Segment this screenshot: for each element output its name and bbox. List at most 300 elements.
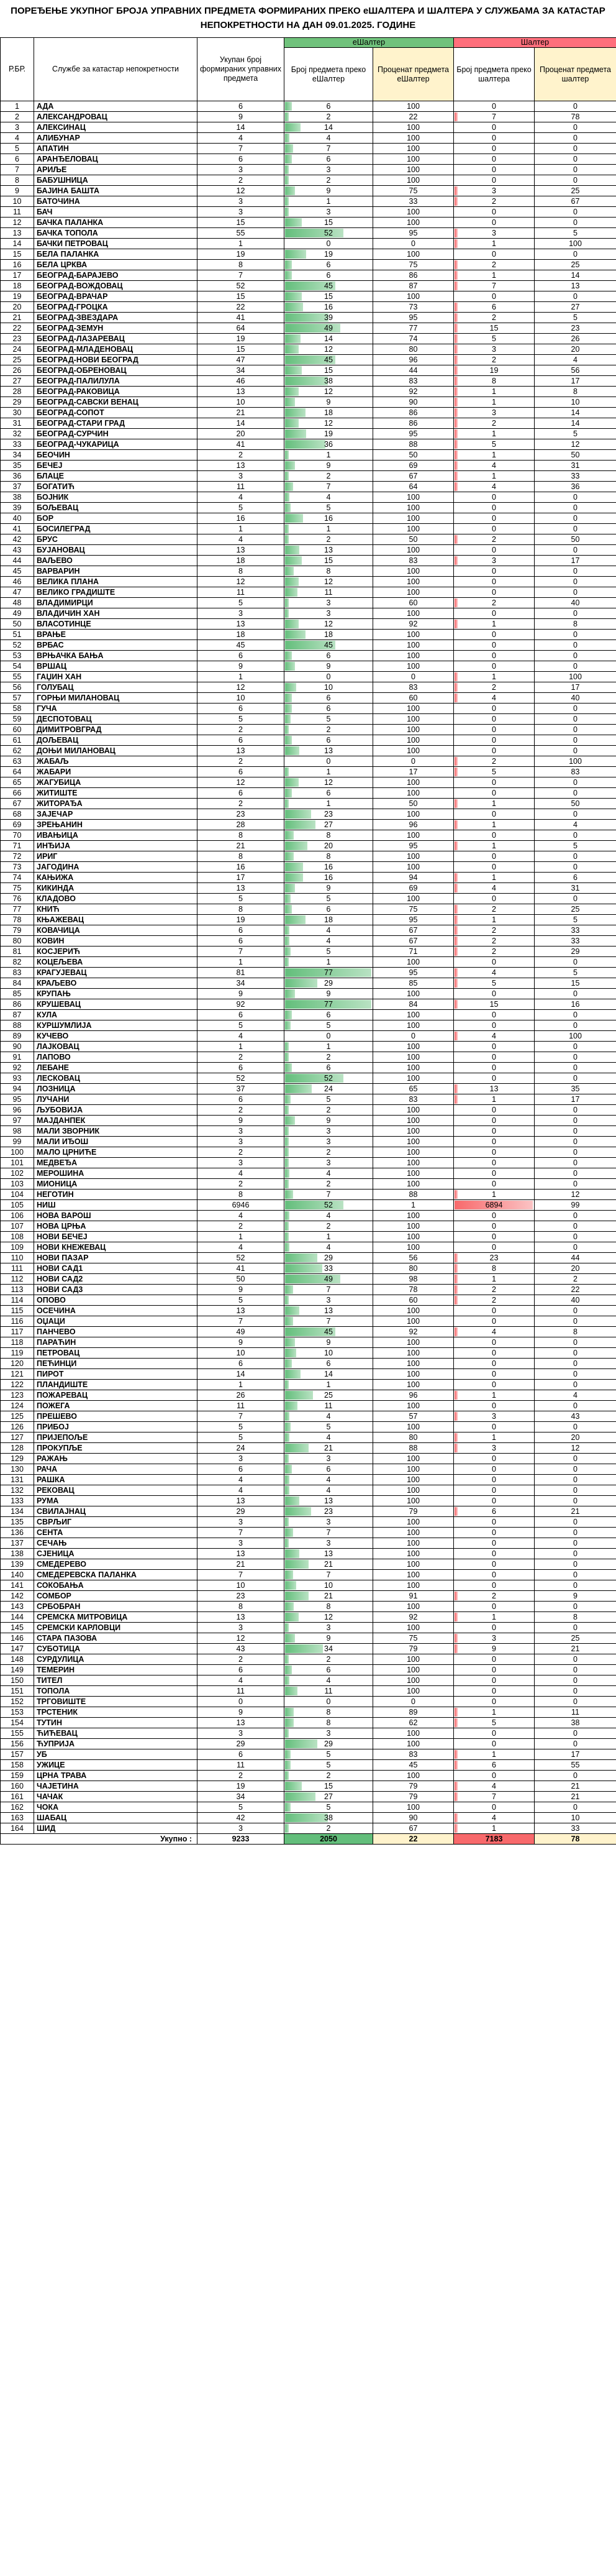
eshalter-percent: 0 <box>373 1697 454 1707</box>
eshalter-percent: 79 <box>373 1506 454 1517</box>
service-name: СМЕДЕРЕВО <box>34 1559 197 1570</box>
total-count: 2 <box>197 1221 284 1232</box>
eshalter-data-bar <box>285 715 291 723</box>
row-number: 54 <box>1 661 34 672</box>
eshalter-data-bar <box>285 525 289 533</box>
row-number: 117 <box>1 1327 34 1337</box>
eshalter-count <box>284 1316 373 1327</box>
shalter-count-value: 0 <box>492 588 496 597</box>
shalter-percent: 0 <box>535 249 616 260</box>
total-count: 12 <box>197 577 284 587</box>
eshalter-count-value: 5 <box>326 1095 331 1104</box>
shalter-count-value: 0 <box>492 493 496 502</box>
table-row <box>1 387 616 397</box>
eshalter-data-bar <box>285 123 301 132</box>
eshalter-count-value: 3 <box>326 1127 331 1135</box>
eshalter-count <box>284 513 373 524</box>
table-row <box>1 545 616 556</box>
eshalter-count-value: 15 <box>324 556 333 565</box>
shalter-data-bar <box>455 620 458 628</box>
shalter-count-value: 0 <box>492 1232 496 1241</box>
eshalter-count <box>284 1211 373 1221</box>
shalter-data-bar <box>455 186 458 195</box>
eshalter-percent: 75 <box>373 186 454 196</box>
eshalter-percent: 100 <box>373 1538 454 1549</box>
eshalter-percent: 100 <box>373 989 454 999</box>
shalter-percent: 5 <box>535 429 616 439</box>
table-row <box>1 1749 616 1760</box>
shalter-count <box>454 218 535 228</box>
table-row <box>1 429 616 439</box>
eshalter-percent: 100 <box>373 492 454 503</box>
service-name: АРИЉЕ <box>34 165 197 175</box>
shalter-percent: 50 <box>535 534 616 545</box>
row-number: 92 <box>1 1063 34 1073</box>
service-name: БЕОГРАД-БАРАЈЕВО <box>34 270 197 281</box>
eshalter-percent: 60 <box>373 598 454 608</box>
shalter-data-bar <box>455 947 458 956</box>
total-count: 3 <box>197 1728 284 1739</box>
eshalter-data-bar <box>285 461 295 470</box>
eshalter-percent: 100 <box>373 545 454 556</box>
eshalter-data-bar <box>285 852 294 861</box>
eshalter-count-value: 1 <box>326 1232 331 1241</box>
shalter-percent: 25 <box>535 186 616 196</box>
eshalter-percent: 0 <box>373 239 454 249</box>
shalter-count <box>454 725 535 735</box>
eshalter-count <box>284 1496 373 1506</box>
table-row <box>1 513 616 524</box>
table-row <box>1 925 616 936</box>
shalter-data-bar <box>455 757 458 766</box>
shalter-data-bar <box>455 672 458 681</box>
shalter-count-value: 0 <box>492 1676 496 1685</box>
table-row <box>1 820 616 830</box>
table-row <box>1 239 616 249</box>
row-number: 56 <box>1 682 34 693</box>
shalter-count-value: 2 <box>492 197 496 206</box>
table-row <box>1 1020 616 1031</box>
total-count: 21 <box>197 1559 284 1570</box>
shalter-count-value: 0 <box>492 778 496 787</box>
shalter-percent: 50 <box>535 450 616 461</box>
eshalter-data-bar <box>285 334 301 343</box>
eshalter-percent: 100 <box>373 1602 454 1612</box>
service-name: ИВАЊИЦА <box>34 830 197 841</box>
total-count: 2 <box>197 725 284 735</box>
eshalter-data-bar <box>285 1370 301 1378</box>
total-count: 6 <box>197 1359 284 1369</box>
row-number: 132 <box>1 1485 34 1496</box>
eshalter-percent: 100 <box>373 513 454 524</box>
eshalter-percent: 84 <box>373 999 454 1010</box>
eshalter-data-bar <box>285 155 292 163</box>
table-row <box>1 1221 616 1232</box>
eshalter-data-bar <box>285 1021 291 1030</box>
eshalter-count <box>284 1158 373 1168</box>
eshalter-data-bar <box>285 1063 292 1072</box>
footer-s-count: 7183 <box>454 1834 535 1845</box>
row-number: 100 <box>1 1147 34 1158</box>
table-body <box>1 101 616 1834</box>
service-name: СТАРА ПАЗОВА <box>34 1633 197 1644</box>
shalter-count <box>454 1200 535 1211</box>
shalter-percent: 33 <box>535 925 616 936</box>
shalter-count-value: 0 <box>492 715 496 723</box>
eshalter-count-value: 4 <box>326 134 331 142</box>
row-number: 161 <box>1 1792 34 1802</box>
shalter-count <box>454 682 535 693</box>
shalter-count-value: 2 <box>492 905 496 914</box>
table-row <box>1 165 616 175</box>
eshalter-percent: 100 <box>373 788 454 799</box>
table-row <box>1 1464 616 1475</box>
table-row <box>1 598 616 608</box>
eshalter-count <box>284 777 373 788</box>
total-count: 6 <box>197 101 284 112</box>
eshalter-count-value: 10 <box>324 1581 333 1590</box>
service-name: ЖИТИШТЕ <box>34 788 197 799</box>
shalter-count <box>454 196 535 207</box>
table-row <box>1 1443 616 1454</box>
service-name: СЕНТА <box>34 1528 197 1538</box>
eshalter-data-bar <box>285 1676 289 1685</box>
eshalter-data-bar <box>285 1560 309 1569</box>
shalter-percent: 0 <box>535 1665 616 1675</box>
eshalter-count <box>284 133 373 144</box>
service-name: ТУТИН <box>34 1718 197 1728</box>
service-name: БЕОЧИН <box>34 450 197 461</box>
shalter-data-bar <box>455 1613 458 1621</box>
table-row <box>1 608 616 619</box>
shalter-count-value: 0 <box>492 1539 496 1547</box>
row-number: 38 <box>1 492 34 503</box>
service-name: БЕОГРАД-ЗВЕЗДАРА <box>34 313 197 323</box>
shalter-count <box>454 1728 535 1739</box>
shalter-count <box>454 1274 535 1285</box>
shalter-count-value: 0 <box>492 1338 496 1347</box>
shalter-count-value: 0 <box>492 144 496 153</box>
eshalter-percent: 100 <box>373 1802 454 1813</box>
service-name: ТРСТЕНИК <box>34 1707 197 1718</box>
total-count: 37 <box>197 1084 284 1094</box>
service-name: УБ <box>34 1749 197 1760</box>
table-row <box>1 1285 616 1295</box>
total-count: 13 <box>197 1496 284 1506</box>
shalter-percent: 0 <box>535 746 616 756</box>
row-number: 154 <box>1 1718 34 1728</box>
table-row <box>1 1781 616 1792</box>
eshalter-percent: 100 <box>373 704 454 714</box>
shalter-percent: 0 <box>535 1454 616 1464</box>
shalter-percent: 67 <box>535 196 616 207</box>
row-number: 18 <box>1 281 34 291</box>
eshalter-data-bar <box>285 1454 289 1463</box>
eshalter-percent: 56 <box>373 1253 454 1263</box>
shalter-data-bar <box>455 324 458 332</box>
eshalter-percent: 100 <box>373 1771 454 1781</box>
eshalter-count <box>284 260 373 270</box>
table-row <box>1 1707 616 1718</box>
total-count: 8 <box>197 1602 284 1612</box>
row-number: 149 <box>1 1665 34 1675</box>
row-number: 6 <box>1 154 34 165</box>
shalter-percent: 0 <box>535 1168 616 1179</box>
eshalter-count-value: 13 <box>324 746 333 755</box>
shalter-count <box>454 841 535 851</box>
table-row <box>1 1739 616 1749</box>
row-number: 153 <box>1 1707 34 1718</box>
row-number: 5 <box>1 144 34 154</box>
total-count: 7 <box>197 1528 284 1538</box>
total-count: 4 <box>197 1485 284 1496</box>
eshalter-count <box>284 165 373 175</box>
shalter-count-value: 0 <box>492 1042 496 1051</box>
shalter-data-bar <box>455 1391 458 1400</box>
eshalter-data-bar <box>285 799 289 808</box>
shalter-data-bar <box>455 387 458 396</box>
row-number: 120 <box>1 1359 34 1369</box>
total-count: 1 <box>197 1232 284 1242</box>
eshalter-percent: 75 <box>373 260 454 270</box>
shalter-percent: 0 <box>535 809 616 820</box>
eshalter-count <box>284 1348 373 1359</box>
shalter-count-value: 0 <box>492 1465 496 1474</box>
eshalter-percent: 67 <box>373 471 454 482</box>
row-number: 156 <box>1 1739 34 1749</box>
eshalter-data-bar <box>285 1634 295 1643</box>
row-number: 104 <box>1 1189 34 1200</box>
eshalter-count-value: 3 <box>326 1729 331 1738</box>
service-name: НЕГОТИН <box>34 1189 197 1200</box>
eshalter-data-bar <box>285 1644 323 1653</box>
total-count: 18 <box>197 630 284 640</box>
eshalter-count-value: 45 <box>324 1327 333 1336</box>
service-name: ИНЂИЈА <box>34 841 197 851</box>
row-number: 144 <box>1 1612 34 1623</box>
shalter-percent: 0 <box>535 101 616 112</box>
eshalter-percent: 75 <box>373 904 454 915</box>
row-number: 136 <box>1 1528 34 1538</box>
table-row <box>1 365 616 376</box>
service-name: ПОЖЕГА <box>34 1401 197 1411</box>
shalter-count-value: 0 <box>492 134 496 142</box>
shalter-count-value: 0 <box>492 1074 496 1083</box>
row-number: 11 <box>1 207 34 218</box>
eshalter-percent: 100 <box>373 1158 454 1168</box>
row-number: 134 <box>1 1506 34 1517</box>
shalter-percent: 0 <box>535 577 616 587</box>
shalter-count <box>454 1211 535 1221</box>
eshalter-data-bar <box>285 651 292 660</box>
shalter-percent: 40 <box>535 598 616 608</box>
eshalter-count <box>284 1285 373 1295</box>
row-number: 107 <box>1 1221 34 1232</box>
eshalter-data-bar <box>285 1666 292 1674</box>
eshalter-data-bar <box>285 1475 289 1484</box>
eshalter-count <box>284 1242 373 1253</box>
total-count: 2 <box>197 1179 284 1189</box>
eshalter-data-bar <box>285 197 289 206</box>
eshalter-count <box>284 503 373 513</box>
shalter-count-value: 1 <box>492 1824 496 1833</box>
eshalter-count <box>284 1644 373 1654</box>
shalter-count-value: 15 <box>489 1000 499 1009</box>
shalter-count <box>454 387 535 397</box>
shalter-count <box>454 1813 535 1823</box>
shalter-percent: 55 <box>535 1760 616 1771</box>
shalter-count-value: 0 <box>492 831 496 840</box>
total-count: 5 <box>197 503 284 513</box>
eshalter-percent: 100 <box>373 1242 454 1253</box>
service-name: БАЧКА ПАЛАНКА <box>34 218 197 228</box>
eshalter-percent: 100 <box>373 1517 454 1528</box>
eshalter-data-bar <box>285 1813 328 1822</box>
shalter-count-value: 0 <box>492 810 496 818</box>
service-name: БАЈИНА БАШТА <box>34 186 197 196</box>
eshalter-count <box>284 144 373 154</box>
row-number: 135 <box>1 1517 34 1528</box>
shalter-percent: 21 <box>535 1644 616 1654</box>
eshalter-data-bar <box>285 1190 293 1199</box>
shalter-data-bar <box>455 841 458 850</box>
eshalter-count <box>284 270 373 281</box>
total-count: 11 <box>197 1686 284 1697</box>
eshalter-percent: 90 <box>373 1813 454 1823</box>
total-count: 10 <box>197 397 284 408</box>
eshalter-count-value: 18 <box>324 630 333 639</box>
service-name: БЕОГРАД-СТАРИ ГРАД <box>34 418 197 429</box>
shalter-count-value: 5 <box>492 1718 496 1727</box>
table-row <box>1 1686 616 1697</box>
shalter-count-value: 9 <box>492 1644 496 1653</box>
eshalter-count <box>284 1454 373 1464</box>
service-name: РАЧА <box>34 1464 197 1475</box>
eshalter-count <box>284 1094 373 1105</box>
shalter-count-value: 7 <box>492 282 496 290</box>
shalter-count <box>454 1739 535 1749</box>
eshalter-data-bar <box>285 989 295 998</box>
eshalter-count <box>284 1337 373 1348</box>
shalter-count <box>454 630 535 640</box>
eshalter-count-value: 4 <box>326 1486 331 1495</box>
eshalter-count <box>284 883 373 894</box>
row-number: 63 <box>1 756 34 767</box>
shalter-percent: 0 <box>535 1697 616 1707</box>
eshalter-count <box>284 196 373 207</box>
shalter-percent: 0 <box>535 1538 616 1549</box>
service-name: ЗАЈЕЧАР <box>34 809 197 820</box>
eshalter-count <box>284 651 373 661</box>
eshalter-count-value: 5 <box>326 503 331 512</box>
shalter-count-value: 0 <box>492 1497 496 1505</box>
eshalter-count <box>284 1020 373 1031</box>
total-count: 19 <box>197 1781 284 1792</box>
eshalter-data-bar <box>285 1465 292 1474</box>
table-row <box>1 1052 616 1063</box>
total-count: 22 <box>197 302 284 313</box>
eshalter-count-value: 6 <box>326 1465 331 1474</box>
table-row <box>1 503 616 513</box>
table-row <box>1 1654 616 1665</box>
total-count: 2 <box>197 1147 284 1158</box>
eshalter-count <box>284 1771 373 1781</box>
eshalter-count <box>284 1633 373 1644</box>
shalter-count-value: 1 <box>492 915 496 924</box>
eshalter-percent: 80 <box>373 344 454 355</box>
eshalter-count-value: 16 <box>324 873 333 882</box>
service-name: АРАНЂЕЛОВАЦ <box>34 154 197 165</box>
total-count: 16 <box>197 862 284 873</box>
eshalter-data-bar <box>285 1792 315 1801</box>
service-name: КОЦЕЉЕВА <box>34 957 197 968</box>
service-name: СВИЛАЈНАЦ <box>34 1506 197 1517</box>
total-count: 92 <box>197 999 284 1010</box>
shalter-count-value: 1 <box>492 271 496 280</box>
eshalter-percent: 100 <box>373 1454 454 1464</box>
eshalter-percent: 96 <box>373 355 454 365</box>
service-name: ВАЉЕВО <box>34 556 197 566</box>
eshalter-count <box>284 1802 373 1813</box>
table-row <box>1 175 616 186</box>
eshalter-percent: 17 <box>373 767 454 777</box>
eshalter-count <box>284 1623 373 1633</box>
table-row <box>1 471 616 482</box>
table-row <box>1 693 616 704</box>
eshalter-count <box>284 1327 373 1337</box>
eshalter-data-bar <box>285 947 291 956</box>
shalter-count-value: 6 <box>492 303 496 311</box>
total-count: 1 <box>197 957 284 968</box>
eshalter-count-value: 5 <box>326 1761 331 1769</box>
service-name: КРАЉЕВО <box>34 978 197 989</box>
eshalter-count <box>284 1168 373 1179</box>
eshalter-data-bar <box>285 1391 313 1400</box>
shalter-count <box>454 862 535 873</box>
shalter-count <box>454 566 535 577</box>
eshalter-percent: 100 <box>373 1052 454 1063</box>
eshalter-count <box>284 904 373 915</box>
total-count: 1 <box>197 239 284 249</box>
row-number: 52 <box>1 640 34 651</box>
row-number: 24 <box>1 344 34 355</box>
service-name: СРБОБРАН <box>34 1602 197 1612</box>
service-name: БЕОГРАД-ОБРЕНОВАЦ <box>34 365 197 376</box>
eshalter-percent: 67 <box>373 925 454 936</box>
eshalter-data-bar <box>285 704 292 713</box>
table-row <box>1 841 616 851</box>
total-count: 16 <box>197 513 284 524</box>
eshalter-count <box>284 1591 373 1602</box>
service-name: РЕКОВАЦ <box>34 1485 197 1496</box>
row-number: 106 <box>1 1211 34 1221</box>
total-count: 13 <box>197 545 284 556</box>
table-row <box>1 904 616 915</box>
eshalter-count-value: 14 <box>324 1370 333 1378</box>
total-count: 6 <box>197 154 284 165</box>
shalter-count <box>454 1147 535 1158</box>
shalter-count-value: 2 <box>492 419 496 428</box>
eshalter-count <box>284 957 373 968</box>
eshalter-count-value: 6 <box>326 1011 331 1019</box>
shalter-count-value: 5 <box>492 979 496 988</box>
shalter-data-bar <box>455 313 458 322</box>
shalter-count-value: 0 <box>492 1475 496 1484</box>
service-name: БЕОГРАД-ЧУКАРИЦА <box>34 439 197 450</box>
total-count: 9 <box>197 661 284 672</box>
shalter-data-bar <box>455 239 458 248</box>
shalter-count <box>454 1137 535 1147</box>
